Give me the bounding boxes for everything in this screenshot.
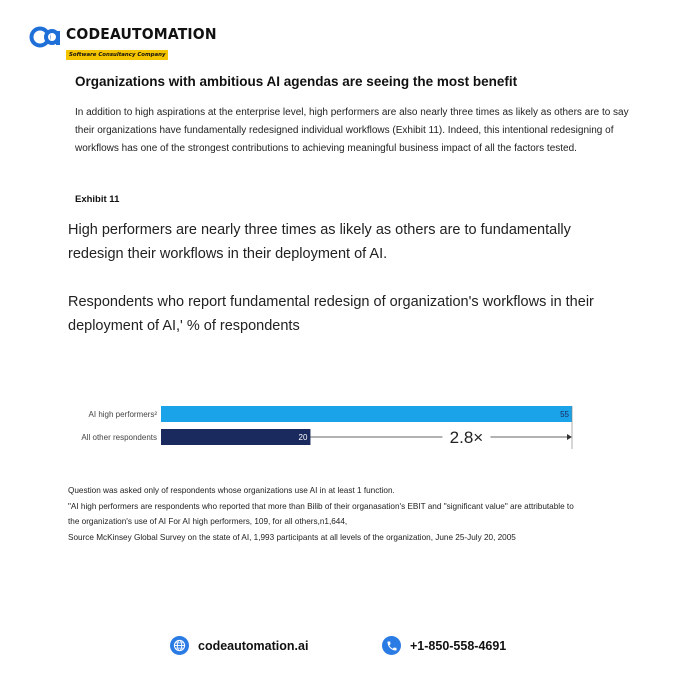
brand-name: CODEAUTOMATION — [66, 25, 217, 43]
article-intro: In addition to high aspirations at the enterprise level, high performers are also nearly three times as likely as others are to say their organizations have fundamentally redesigned individual workflows (Exhibit 11). Indeed, this intentional redesigning of workflows has one of the strongest contributions to achieving meaningful business impact of all the factors tested. — [75, 107, 629, 154]
chart-headline: High performers are nearly three times as likely as others are to fundamentally redesign their workflows in their deployment of AI. — [68, 222, 571, 262]
multiplier-annotation: 2.8× — [449, 428, 484, 447]
brand-logo — [29, 26, 228, 61]
bar — [161, 406, 572, 422]
footnote-line: Source McKinsey Global Survey on the state of AI, 1,993 participants at all levels of the organization, June 25-July 20, 2005 — [68, 532, 516, 542]
footnote-line: the organization's use of AI For AI high performers, 109, for all others,n1,644, — [68, 517, 348, 526]
ca-logo-icon — [29, 26, 62, 48]
phone-icon — [382, 636, 401, 655]
footnote-line: "AI high performers are respondents who reported that more than Bilib of their organasation's EBIT and "significant value" are attributable to — [68, 501, 574, 511]
comparison-arrow-head — [567, 434, 572, 440]
phone-text[interactable]: +1-850-558-4691 — [410, 638, 507, 653]
website-text[interactable]: codeautomation.ai — [198, 638, 309, 653]
chart-subhead: Respondents who report fundamental redesign of organization's workflows in their deployment of AI,' % of respondents — [68, 294, 594, 334]
brand-tagline: Software Consultancy Company — [66, 50, 168, 60]
footer-website[interactable] — [170, 636, 308, 655]
bar-chart — [60, 398, 590, 458]
category-label: AI high performers² — [88, 410, 157, 419]
category-label: All other respondents — [81, 433, 157, 442]
globe-icon — [170, 636, 189, 655]
footer-phone[interactable] — [382, 636, 506, 655]
value-label: 20 — [298, 433, 308, 442]
bar — [161, 429, 310, 445]
footnote-line: Question was asked only of respondents whose organizations use AI in at least 1 function. — [68, 486, 395, 495]
value-label: 55 — [560, 410, 569, 419]
footnotes — [68, 483, 648, 545]
exhibit-label: Exhibit 11 — [75, 194, 120, 205]
article-title: Organizations with ambitious AI agendas are seeing the most benefit — [75, 74, 518, 89]
